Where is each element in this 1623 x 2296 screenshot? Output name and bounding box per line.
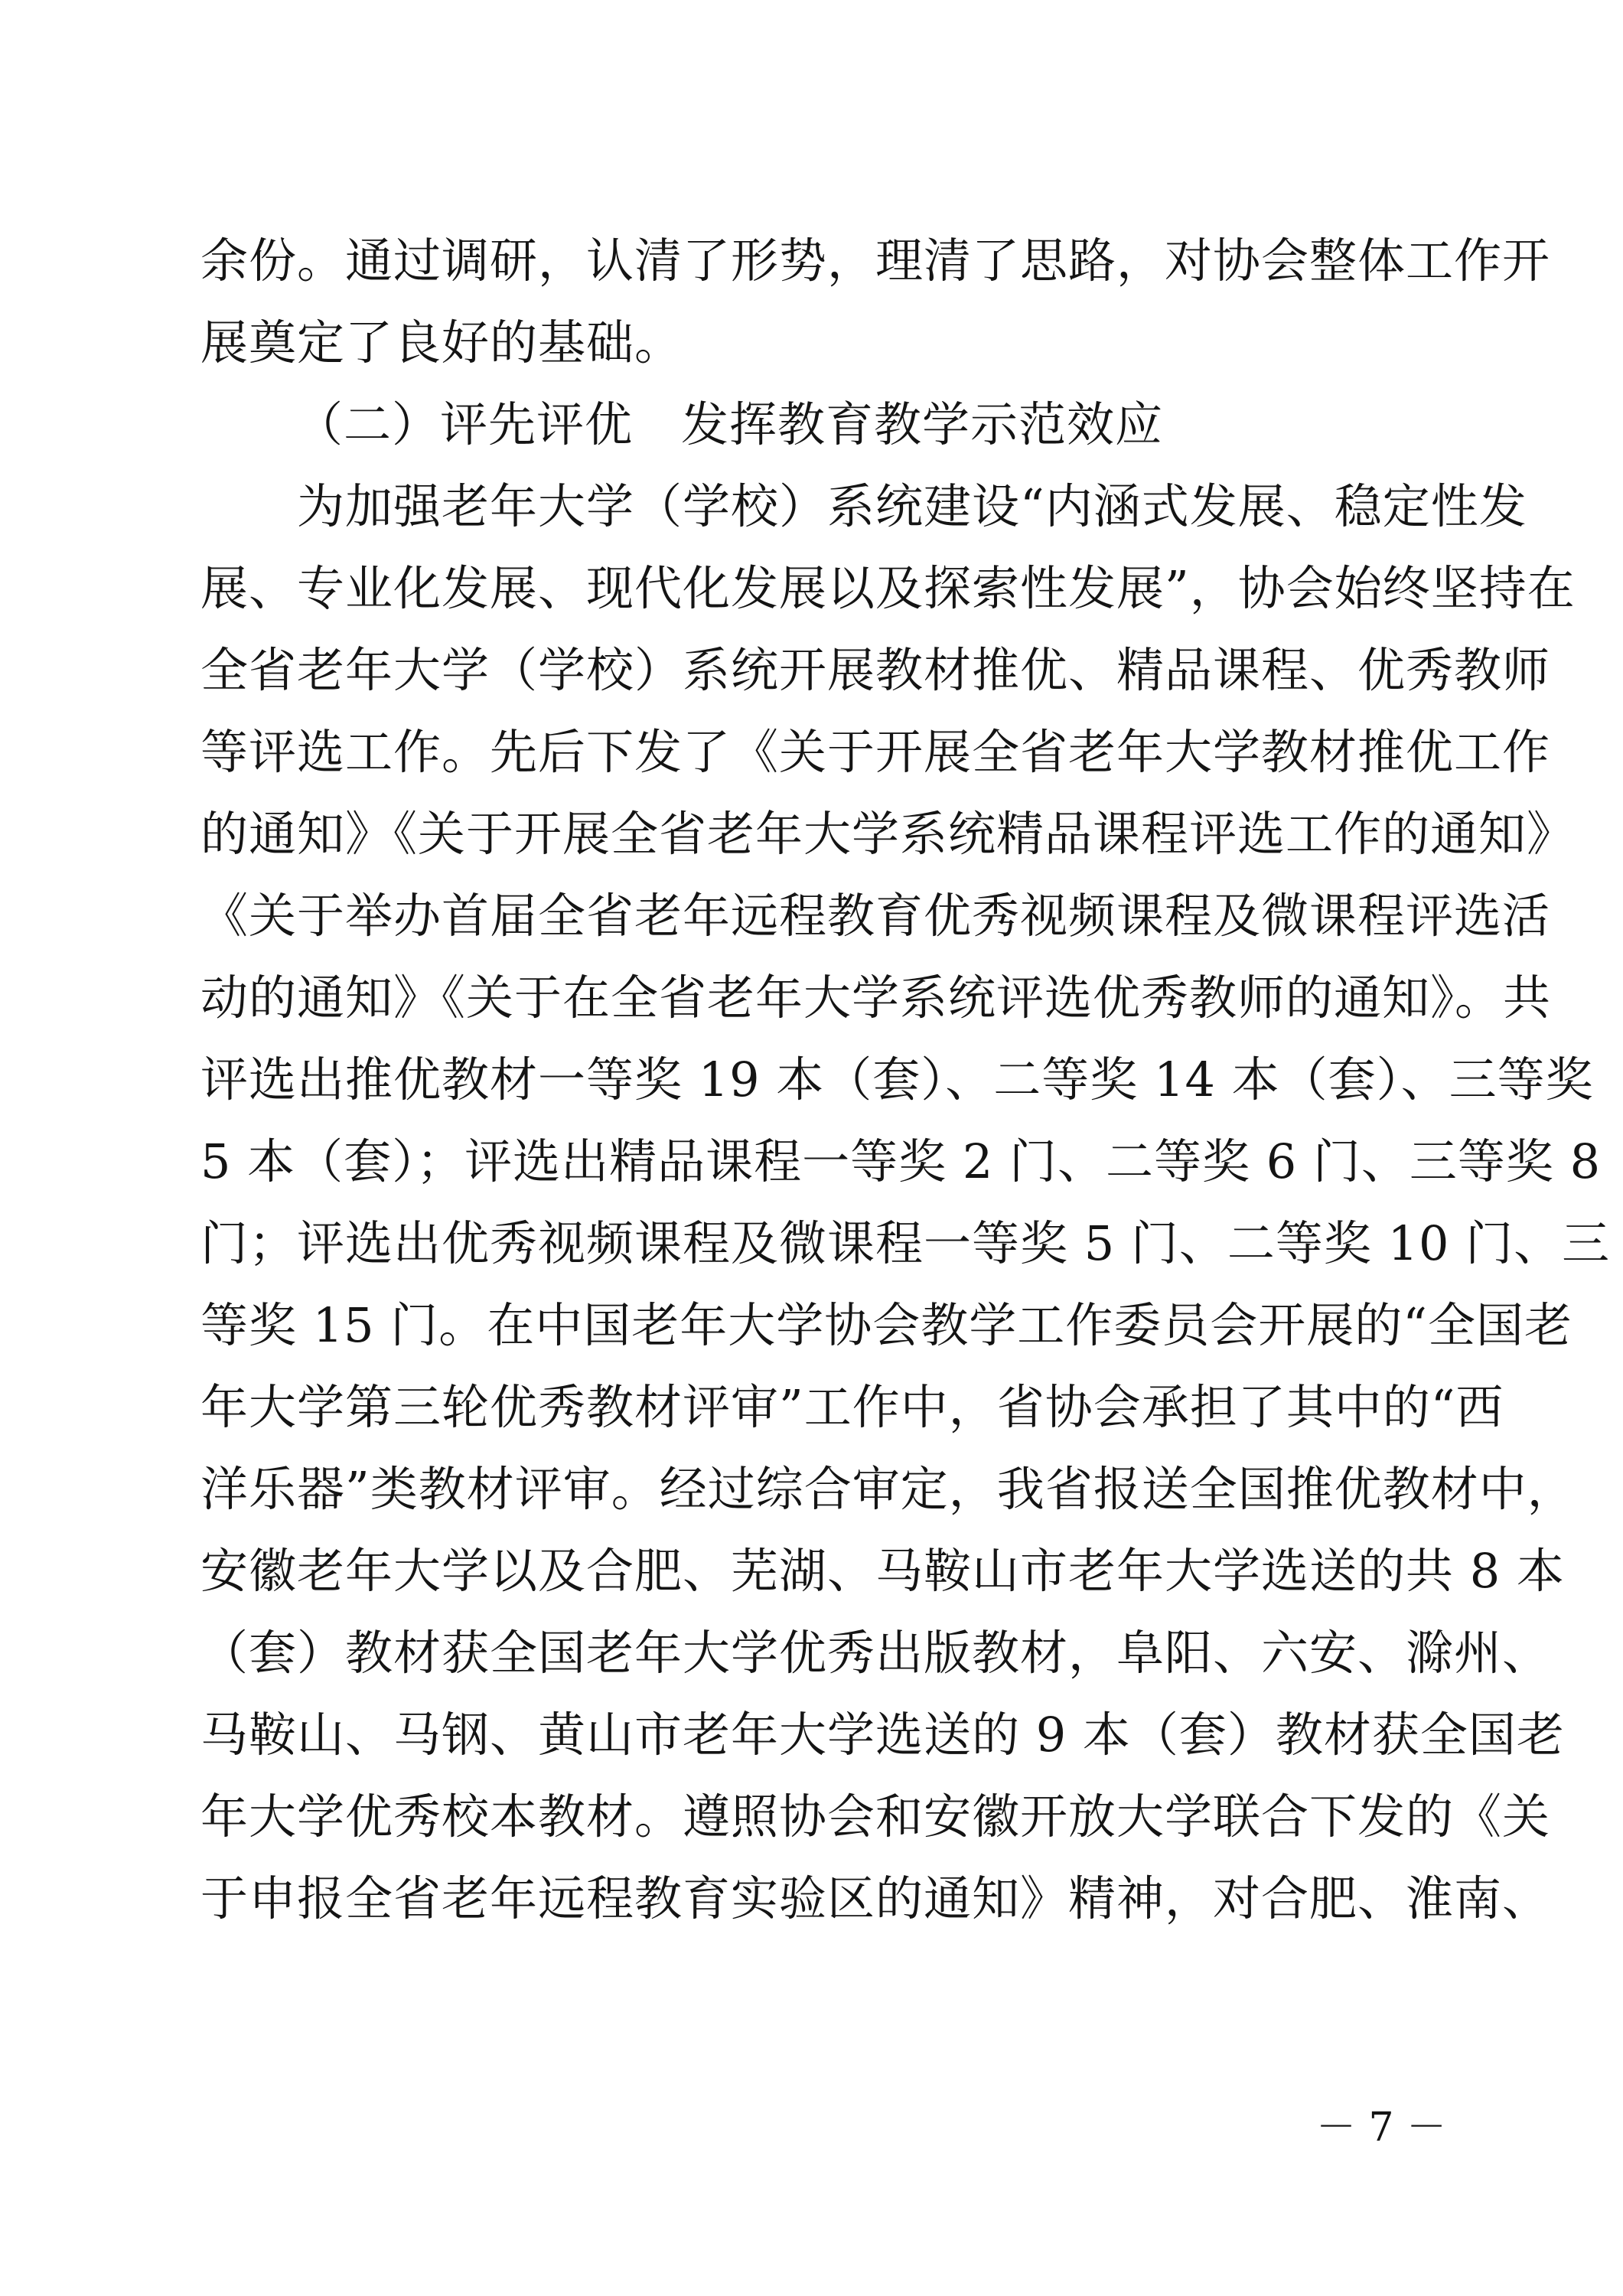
page-number: － 7 － — [1316, 2105, 1447, 2151]
body-line-18: （套）教材获全国老年大学优秀出版教材，阜阳、六安、滁州、 — [200, 1625, 1551, 1681]
body-line-13: 门；评选出优秀视频课程及微课程一等奖 5 门、二等奖 10 门、三 — [200, 1215, 1611, 1271]
body-line-11: 评选出推优教材一等奖 19 本（套）、二等奖 14 本（套）、三等奖 — [200, 1052, 1594, 1107]
body-line-19: 马鞍山、马钢、黄山市老年大学选送的 9 本（套）教材获全国老 — [200, 1707, 1565, 1763]
body-line-10: 动的通知》《关于在全省老年大学系统评选优秀教师的通知》。共 — [200, 970, 1552, 1026]
body-line-4: 为加强老年大学（学校）系统建设“内涵式发展、稳定性发 — [200, 478, 1527, 534]
body-line-17: 安徽老年大学以及合肥、芜湖、马鞍山市老年大学选送的共 8 本 — [200, 1543, 1565, 1599]
section-heading: （二）评先评优 发挥教育教学示范效应 — [295, 396, 1164, 452]
body-line-12: 5 本（套）；评选出精品课程一等奖 2 门、二等奖 6 门、三等奖 8 — [200, 1133, 1602, 1189]
body-line-14: 等奖 15 门。在中国老年大学协会教学工作委员会开展的“全国老 — [200, 1297, 1573, 1353]
body-line-7: 等评选工作。先后下发了《关于开展全省老年大学教材推优工作 — [200, 724, 1551, 780]
body-line-8: 的通知》《关于开展全省老年大学系统精品课程评选工作的通知》 — [200, 806, 1576, 862]
body-line-16: 洋乐器”类教材评审。经过综合审定，我省报送全国推优教材中， — [200, 1461, 1576, 1517]
body-line-20: 年大学优秀校本教材。遵照协会和安徽开放大学联合下发的《关 — [200, 1789, 1551, 1844]
body-line-21: 于申报全省老年远程教育实验区的通知》精神，对合肥、淮南、 — [200, 1870, 1551, 1926]
body-line-2: 展奠定了良好的基础。 — [200, 315, 683, 370]
body-line-15: 年大学第三轮优秀教材评审”工作中，省协会承担了其中的“西 — [200, 1379, 1504, 1435]
body-line-1: 余份。通过调研，认清了形势，理清了思路，对协会整体工作开 — [200, 233, 1551, 289]
body-line-6: 全省老年大学（学校）系统开展教材推优、精品课程、优秀教师 — [200, 642, 1551, 698]
body-line-9: 《关于举办首届全省老年远程教育优秀视频课程及微课程评选活 — [200, 888, 1551, 944]
body-line-5: 展、专业化发展、现代化发展以及探索性发展”，协会始终坚持在 — [200, 560, 1576, 616]
